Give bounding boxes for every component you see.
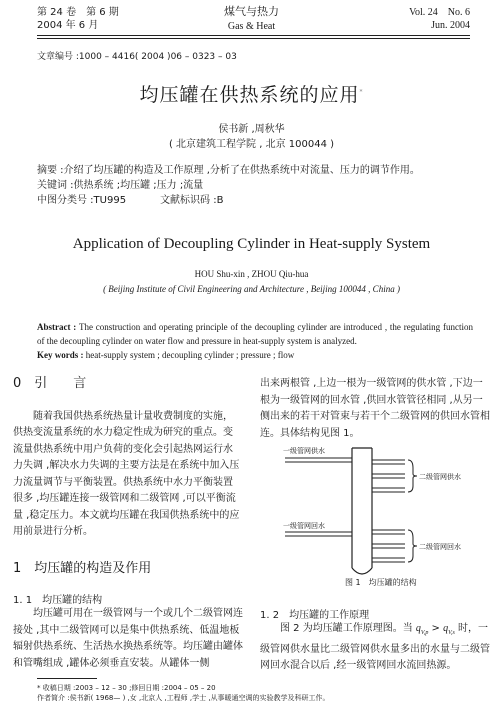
header-rule-top	[37, 35, 470, 36]
left-column	[13, 376, 240, 541]
keywords-en-label: Key words :	[37, 350, 84, 360]
symbol-q-primary: $q_{V,p}$	[415, 623, 429, 636]
header-rule-bottom	[37, 38, 470, 39]
footnote-block	[37, 683, 330, 703]
figure-1-diagram	[255, 440, 495, 590]
section-1-2-text-a: 图 2 为均压罐工作原理图。当	[280, 623, 413, 634]
title-en: Application of Decoupling Cylinder in Heat-supply System	[72, 236, 431, 252]
header-volume-cn: 第 24 卷 第 6 期	[37, 7, 119, 18]
secondary-pipes	[372, 460, 405, 562]
section-0-paragraph: 随着我国供热系统热量计量收费制度的实施，供热变流量系统的水力稳定性成为研究的重点。变流量供热系统中用户负荷的变化会引起热网运行水力失调 ,解决水力失调的主要方法是在系统中加入压力流量调节与平衡装置。供热系统中水力平衡装置很多 ,均压罐连接一级管网和二级管网 ,可以平衡流量 ,稳定压力。本文就均压罐在我国供热系统中的应用前景进行分析。	[13, 410, 240, 537]
title-footnote-mark: *	[359, 88, 364, 96]
abstract-en	[37, 320, 473, 348]
secondary-supply-brace	[408, 460, 417, 492]
section-1-heading: 1 均压罐的构造及作用	[13, 561, 152, 576]
section-0-heading: 0 引 言	[13, 376, 87, 391]
affiliation-cn: ( 北京建筑工程学院 , 北京 100044 )	[168, 139, 335, 150]
title-cn: 均压罐在供热系统的应用	[139, 84, 360, 106]
abstract-en-label: Abstract :	[37, 322, 77, 332]
label-secondary-supply: 二级管网供水	[419, 473, 461, 481]
header-volume-en-block	[409, 6, 470, 32]
footnote-rule	[37, 678, 97, 679]
affiliation-en: ( Beijing Institute of Civil Engineering and Architecture , Beijing 100044 , China )	[103, 284, 400, 294]
right-column-paragraph: 出来两根管 ,上边一根为一级管网的供水管 ,下边一根为一级管网的回水管 ,供回水管管径相同 ,从另一侧出来的若干对管束与若干个二级管网的供回水管相连。具体结构见图 1。	[260, 378, 490, 439]
header-date-en: Jun. 2004	[431, 20, 470, 31]
header-volume-en: Vol. 24 No. 6	[409, 7, 470, 18]
secondary-return-brace	[408, 530, 417, 562]
abstract-en-block	[37, 320, 473, 362]
journal-name-cn: 煤气与热力	[224, 5, 279, 18]
cylinder-bottom	[352, 568, 372, 574]
journal-name-en: Gas & Heat	[227, 21, 276, 32]
header-date-cn: 2004 年 6 月	[37, 20, 99, 31]
keywords-en-text: heat-supply system ; decoupling cylinder ; pressure ; flow	[85, 350, 295, 360]
label-primary-return: 一级管网回水	[283, 522, 325, 530]
abstract-en-text: The construction and operating principle of the decoupling cylinder are introduced , the regulating function of the decoupling cylinder on water flow and pressure in heat-supply system is analyzed.	[37, 322, 473, 346]
classification-line	[37, 193, 477, 208]
symbol-q-secondary: $q_{V,s}$	[443, 623, 455, 636]
greater-than-sign: >	[431, 623, 440, 634]
figure-1-caption: 图 1 均压罐的结构	[345, 578, 417, 587]
footnote-author-bio: 作者简介 :侯书新( 1968— ) ,女 ,北京人 ,工程师 ,学士 ,从事暖通空调的实验教学及科研工作。	[37, 694, 330, 702]
label-primary-supply: 一级管网供水	[283, 447, 325, 455]
article-number: 文章编号 :1000 – 4416( 2004 )06 – 0323 – 03	[37, 52, 237, 62]
document-code: 文献标识码 :B	[160, 195, 224, 206]
abstract-cn: 摘要 :介绍了均压罐的构造及工作原理 ,分析了在供热系统中对流量、压力的调节作用。	[37, 165, 420, 176]
section-1-1-paragraph: 均压罐可用在一级管网与一个或几个二级管网连接处 ,其中二级管网可以是集中供热系统、低温地板辐射供热系统、生活热水换热系统等。均压罐由罐体和管嘴组成 ,罐体必须垂直安装。从罐体一侧	[13, 608, 243, 669]
class-number: 中图分类号 :TU995	[37, 195, 127, 206]
header-journal	[180, 4, 323, 34]
section-1-1-heading: 1. 1 均压罐的结构	[13, 595, 103, 606]
label-secondary-return: 二级管网回水	[419, 543, 461, 551]
abstract-cn-block	[37, 163, 477, 208]
section-1-2-text-b: 时，一级管网供水量比二级管网供水量多出的水量与二级管网回水混合以后 ,经一级管网回水流回热源。	[260, 623, 490, 671]
keywords-cn: 关键词 :供热系统 ;均压罐 ;压力 ;流量	[37, 180, 204, 191]
authors-cn: 侯书新 ,周秋华	[218, 124, 285, 135]
footnote-received-date: * 收稿日期 :2003 – 12 – 30 ;修回日期 :2004 – 05 – 20	[37, 684, 216, 692]
section-1-2-paragraph	[260, 621, 492, 675]
title-cn-block	[0, 80, 503, 107]
header-volume	[37, 6, 119, 32]
keywords-en	[37, 348, 473, 362]
authors-en: HOU Shu-xin , ZHOU Qiu-hua	[194, 269, 309, 279]
section-1-2-heading: 1. 2 均压罐的工作原理	[260, 610, 370, 621]
